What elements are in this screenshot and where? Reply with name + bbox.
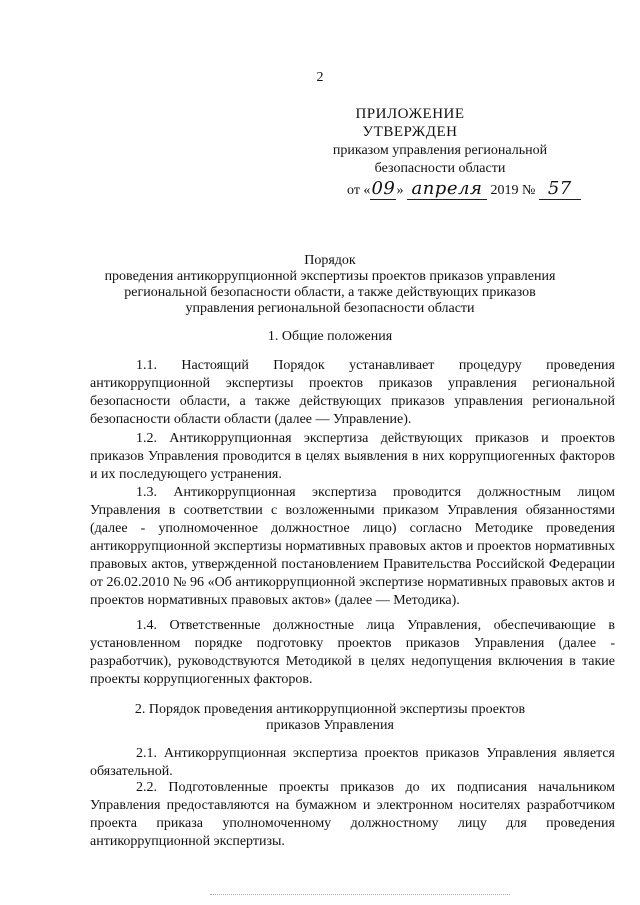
section1-heading: 1. Общие положения [267, 329, 393, 344]
paragraph-1-2: 1.2. Антикоррупционная экспертиза действующих приказов и проектов приказов Управления проводится в целях выявления в них коррупциогенных факторов и их последующего устранения. [90, 431, 615, 482]
date-day: 09 [371, 178, 396, 199]
doc-title-line2: проведения антикоррупционной экспертизы проектов приказов управления [104, 269, 556, 284]
scan-artifact-divider [210, 894, 510, 901]
date-year: 2019 № [490, 183, 536, 198]
approval-date-line [347, 178, 581, 200]
doc-title-line4: управления региональной безопасности области [185, 301, 475, 316]
page-number: 2 [316, 70, 324, 85]
paragraph-2-1: 2.1. Антикоррупционная экспертиза проектов приказов Управления является обязательной. [90, 746, 615, 779]
order-number: 57 [539, 178, 581, 200]
approved-by-line2: безопасности области [374, 161, 506, 176]
doc-title-line1: Порядок [304, 253, 356, 268]
appendix-label: ПРИЛОЖЕНИЕ [355, 106, 465, 122]
doc-title-line3: региональной безопасности области, а также действующих приказов [124, 285, 536, 300]
approved-label: УТВЕРЖДЕН [362, 124, 458, 140]
section2-heading-line2: приказов Управления [266, 718, 394, 733]
approved-by-line1: приказом управления региональной [332, 143, 548, 158]
date-month: апреля [407, 178, 487, 200]
paragraph-1-3: 1.3. Антикоррупционная экспертиза проводится должностным лицом Управления в соответствии с возложенными приказом Управления обязанностями (далее - уполномоченное должностное лицо) согласно Методике проведения антикоррупционной экспертизы нормативных правовых актов и проектов нормативных правовых актов, утвержденной постановлением Правительства Российской Федерации от 26.02.2010 № 96 «Об антикоррупционной экспертизе нормативных правовых актов и проектов нормативных правовых актов» (далее — Методика). [90, 485, 615, 608]
paragraph-1-1: 1.1. Настоящий Порядок устанавливает процедуру проведения антикоррупционной экспертизы проектов приказов управления региональной безопасности области, а также действующих приказов управления региональной безопасности области области (далее — Управление). [90, 358, 615, 427]
paragraph-1-4: 1.4. Ответственные должностные лица Управления, обеспечивающие в установленном порядке подготовку проектов приказов Управления (далее - разработчик), руководствуются Методикой в целях недопущения включения в такие проекты коррупциогенных факторов. [90, 618, 615, 687]
section2-heading-line1: 2. Порядок проведения антикоррупционной экспертизы проектов [134, 702, 526, 717]
date-prefix: от « [347, 183, 371, 198]
paragraph-2-2: 2.2. Подготовленные проекты приказов до их подписания начальником Управления предоставляются на бумажном и электронном носителях разработчиком проекта приказа уполномоченному должностному лицу для проведения антикоррупционной экспертизы. [90, 780, 615, 849]
date-mid: » [396, 183, 404, 198]
